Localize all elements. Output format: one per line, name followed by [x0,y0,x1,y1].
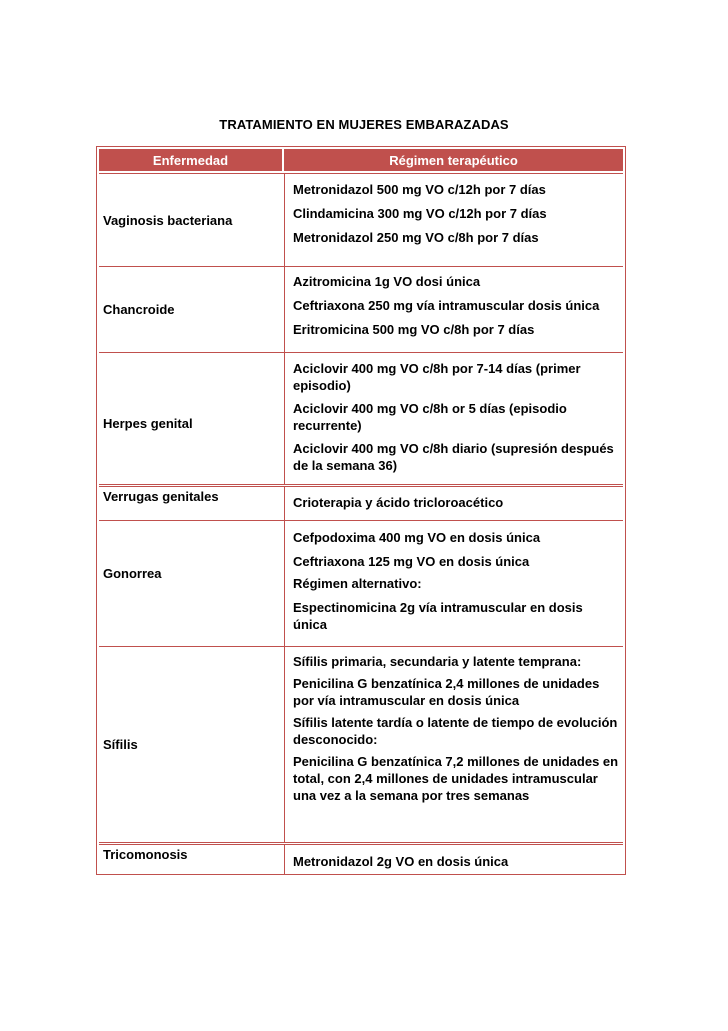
disease-cell: Verrugas genitales [103,489,219,504]
treatment-line: Espectinomicina 2g vía intramuscular en dosis única [293,600,583,632]
regimen-cell [284,521,623,646]
disease-cell: Sífilis [103,737,138,752]
treatment-line: Aciclovir 400 mg VO c/8h diario (supresión después de la semana 36) [293,441,614,473]
treatment-line: Aciclovir 400 mg VO c/8h por 7-14 días (primer episodio) [293,361,581,393]
table-row [99,842,623,874]
table-row [99,352,623,484]
treatment-line: Cefpodoxima 400 mg VO en dosis única [293,530,541,545]
table-row [99,266,623,352]
page-title: TRATAMIENTO EN MUJERES EMBARAZADAS [219,117,509,132]
header-disease: Enfermedad [99,149,282,171]
treatment-line: Sífilis latente tardía o latente de tiempo de evolución desconocido: [293,715,618,747]
treatment-line: Metronidazol 250 mg VO c/8h por 7 días [293,230,539,245]
regimen-cell [284,487,623,520]
treatment-line: Metronidazol 500 mg VO c/12h por 7 días [293,182,546,197]
regimen-cell [284,174,623,266]
treatment-line: Crioterapia y ácido tricloroacético [293,495,504,510]
table-header-row [99,149,623,171]
treatment-line: Sífilis primaria, secundaria y latente temprana: [293,654,582,669]
treatment-line: Régimen alternativo: [293,576,422,591]
disease-cell: Chancroide [103,302,175,317]
disease-cell: Gonorrea [103,566,162,581]
table-row [99,484,623,520]
header-regimen: Régimen terapéutico [284,149,623,171]
regimen-cell [284,845,623,874]
treatment-line: Aciclovir 400 mg VO c/8h or 5 días (episodio recurrente) [293,401,567,433]
regimen-cell [284,647,623,842]
treatment-line: Azitromicina 1g VO dosi única [293,274,481,289]
table-row [99,520,623,646]
treatment-line: Clindamicina 300 mg VO c/12h por 7 días [293,206,547,221]
regimen-cell [284,353,623,484]
disease-cell: Vaginosis bacteriana [103,212,233,228]
treatment-line: Penicilina G benzatínica 2,4 millones de unidades por vía intramuscular en dosis única [293,676,600,708]
table-row [99,646,623,842]
treatment-table [96,146,626,875]
disease-cell: Herpes genital [103,416,193,431]
treatment-line: Metronidazol 2g VO en dosis única [293,854,509,869]
treatment-line: Ceftriaxona 250 mg vía intramuscular dosis única [293,298,600,313]
table-row [99,173,623,266]
treatment-line: Penicilina G benzatínica 7,2 millones de unidades en total, con 2,4 millones de unidades intramuscular una vez a la semana por tres semanas [293,754,619,803]
treatment-line: Ceftriaxona 125 mg VO en dosis única [293,554,530,569]
regimen-cell [284,267,623,352]
treatment-line: Eritromicina 500 mg VO c/8h por 7 días [293,322,535,337]
disease-cell: Tricomonosis [103,847,188,862]
